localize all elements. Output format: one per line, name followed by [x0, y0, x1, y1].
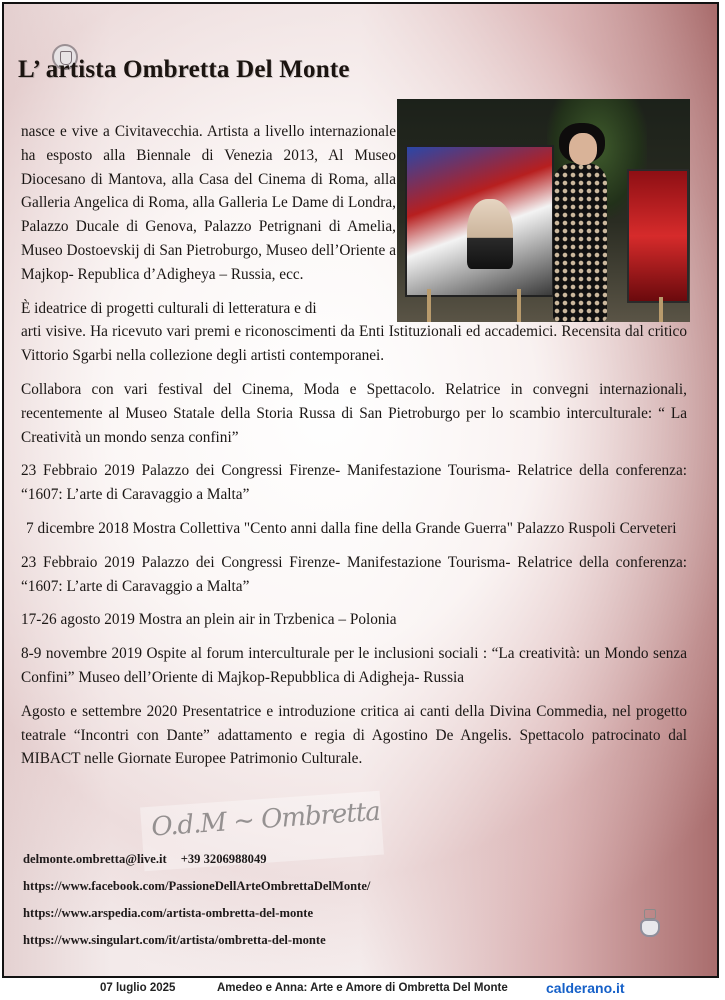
article-body [21, 120, 687, 781]
paragraph-event-3: 23 Febbraio 2019 Palazzo dei Congressi Firenze- Manifestazione Tourisma- Relatrice della conferenza: “1607: L’arte di Caravaggio a Malta” [21, 553, 687, 595]
calderano-shield-icon [640, 919, 660, 937]
paragraph-event-4: 17-26 agosto 2019 Mostra an plein air in Trzbenica – Polonia [21, 611, 397, 629]
footer-site-link[interactable]: calderano.it [546, 980, 625, 996]
paragraph-event-2: 7 dicembre 2018 Mostra Collettiva "Cento anni dalla fine della Grande Guerra" Palazzo Ruspoli Cerveteri [26, 519, 677, 537]
contact-row-email [23, 846, 370, 873]
contact-block [23, 846, 370, 954]
email-link[interactable]: delmonte.ombretta@live.it [23, 852, 167, 866]
paragraph-ideatrice-line1: È ideatrice di progetti culturali di letteratura e di [21, 299, 317, 317]
paragraph-event-5: 8-9 novembre 2019 Ospite al forum interculturale per le inclusioni sociali : “La creatività: un Mondo senza Confini” Museo dell’Oriente di Majkop-Repubblica di Adigheja- Russia [21, 645, 687, 686]
facebook-link[interactable]: https://www.facebook.com/PassioneDellArteOmbrettaDelMonte/ [23, 879, 371, 893]
calderano-crown-icon [644, 909, 656, 919]
page-frame [2, 2, 719, 978]
paragraph-ideatrice [21, 297, 687, 368]
handwritten-signature: O.d.M ~ Ombretta [140, 791, 384, 872]
arspedia-link[interactable]: https://www.arspedia.com/artista-ombretta-del-monte [23, 906, 314, 920]
page-footer [0, 979, 725, 1000]
paragraph-ideatrice-rest: arti visive. Ha ricevuto vari premi e riconoscimenti da Enti Istituzionali ed accademici. Recensita dal critico Vittorio Sgarbi nella collezione degli artisti contemporanei. [21, 323, 687, 365]
page-title: L’ artista Ombretta Del Monte [18, 56, 350, 83]
singulart-link[interactable]: https://www.singulart.com/it/artista/ombretta-del-monte [23, 933, 326, 947]
paragraph-collabora: Collabora con vari festival del Cinema, Moda e Spettacolo. Relatrice in convegni internazionali, recentemente al Museo Statale della Storia Russa di San Pietroburgo per lo scambio interculturale: “ La Creatività un mondo senza confini” [21, 380, 687, 446]
paragraph-event-1: 23 Febbraio 2019 Palazzo dei Congressi Firenze- Manifestazione Tourisma- Relatrice della conferenza: “1607: L’arte di Caravaggio a Malta” [21, 462, 687, 504]
footer-date: 07 luglio 2025 [100, 982, 176, 994]
paragraph-event-6: Agosto e settembre 2020 Presentatrice e introduzione critica ai canti della Divina Commedia, nel progetto teatrale “Incontri con Dante” adattamento e regia di Agostino De Angelis. Spettacolo patrocinato dal MIBACT nelle Giornate Europee Patrimonio Culturale. [21, 702, 687, 768]
footer-title: Amedeo e Anna: Arte e Amore di Ombretta Del Monte [217, 982, 508, 994]
phone-number[interactable]: +39 3206988049 [180, 852, 267, 866]
paragraph-intro: nasce e vive a Civitavecchia. Artista a livello internazionale ha esposto alla Biennale di Venezia 2013, Al Museo Diocesano di Mantova, alla Casa del Cinema di Roma, alla Galleria Angelica di Roma, alla Galleria Le Dame di Londra, Palazzo Ducale di Genova, Palazzo Petrignani di Amelia, Museo Dostoevskij di San Pietroburgo, Museo dell’Oriente a Majkop- Republica d’Adigheya – Russia, ecc. [21, 123, 396, 283]
